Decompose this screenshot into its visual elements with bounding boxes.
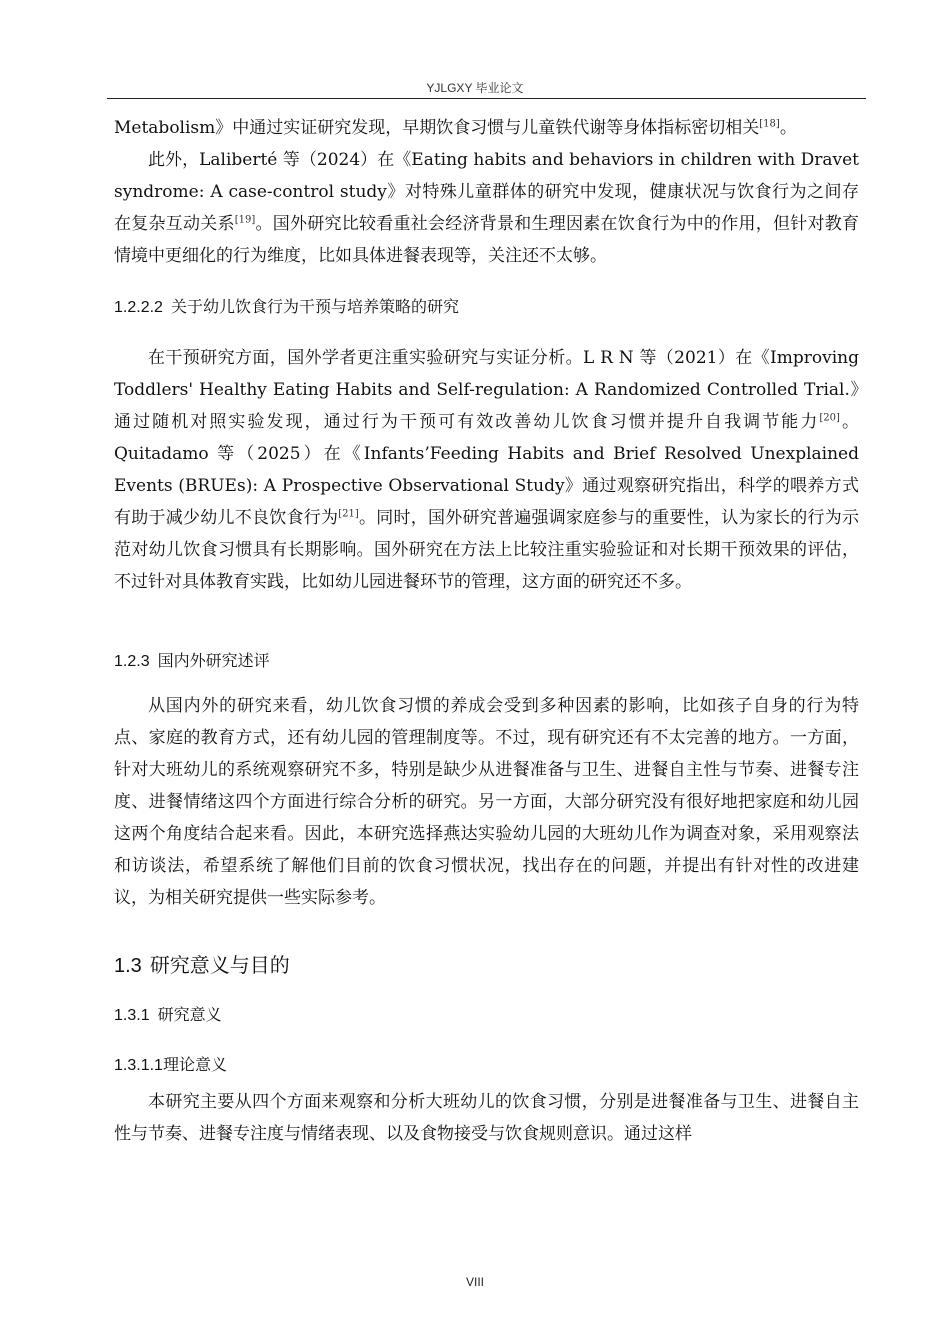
heading-number: 1.2.2.2 — [114, 299, 163, 316]
header-rule — [107, 98, 866, 99]
paragraph-tail: 。 — [779, 118, 797, 138]
paragraph-tail: 。同时，国外研究普遍强调家庭参与的重要性，认为家长的行为示范对幼儿饮食习惯具有长期影响。国外研究在方法上比较注重实验验证和对长期干预效果的评估，不过针对具体教育实践，比如幼儿园进餐环节的管理，这方面的研究还不多。 — [114, 508, 860, 592]
paragraph-text: Metabolism》中通过实证研究发现，早期饮食习惯与儿童铁代谢等身体指标密切相关 — [114, 118, 760, 138]
paragraph-text: 本研究主要从四个方面来观察和分析大班幼儿的饮食习惯，分别是进餐准备与卫生、进餐自主性与节奏、进餐专注度与情绪表现、以及食物接受与饮食规则意识。通过这样 — [114, 1092, 859, 1144]
paragraph-continued — [114, 112, 859, 144]
heading-number: 1.3.1 — [114, 1007, 150, 1024]
heading-1-2-2-2 — [114, 296, 859, 320]
paragraph-text-mid: 。Quitadamo 等（2025）在《Infants’Feeding Habits and Brief Resolved Unexplained Events (BRUEs): A Prospective Observational Study》通过观察研究指出，科学的喂养方式有助于减少幼儿不良饮食行为 — [114, 412, 860, 528]
citation-21: [21] — [338, 508, 359, 520]
paragraph-review — [114, 690, 859, 914]
heading-title: 研究意义 — [157, 1007, 222, 1024]
heading-1-3-1-1 — [114, 1054, 859, 1078]
citation-18: [18] — [759, 118, 780, 130]
heading-1-2-3 — [114, 650, 859, 674]
citation-19: [19] — [234, 214, 256, 226]
heading-number: 1.2.3 — [114, 653, 150, 670]
heading-1-3 — [114, 952, 859, 980]
paragraph-theory — [114, 1086, 859, 1150]
paragraph-tail: 。国外研究比较看重社会经济背景和生理因素在饮食行为中的作用，但针对教育情境中更细化的行为维度，比如具体进餐表现等，关注还不太够。 — [114, 214, 860, 266]
citation-20: [20] — [819, 412, 840, 424]
paragraph-text: 在干预研究方面，国外学者更注重实验研究与实证分析。L R N 等（2021）在《Improving Toddlers' Healthy Eating Habits and Self-regulation: A Randomized Controlled Trial.》通过随机对照实验发现，通过行为干预可有效改善幼儿饮食习惯并提升自我调节能力 — [114, 348, 859, 432]
heading-number: 1.3 — [114, 955, 142, 977]
heading-title: 研究意义与目的 — [149, 955, 290, 977]
paragraph-text: 此外，Laliberté 等（2024）在《Eating habits and behaviors in children with Dravet syndrome: A case-control study》对特殊儿童群体的研究中发现，健康状况与饮食行为之间存在复杂互动关系 — [114, 150, 859, 234]
heading-title: 理论意义 — [162, 1057, 227, 1074]
heading-number: 1.3.1.1 — [114, 1057, 163, 1074]
heading-title: 关于幼儿饮食行为干预与培养策略的研究 — [170, 299, 459, 316]
heading-title: 国内外研究述评 — [157, 653, 270, 670]
paragraph-intervention — [114, 342, 859, 598]
paragraph-laliberte — [114, 144, 859, 272]
page-number: VIII — [465, 1275, 484, 1289]
heading-1-3-1 — [114, 1004, 859, 1028]
running-header: YJLGXY 毕业论文 — [426, 81, 524, 95]
paragraph-text: 从国内外的研究来看，幼儿饮食习惯的养成会受到多种因素的影响，比如孩子自身的行为特点、家庭的教育方式，还有幼儿园的管理制度等。不过，现有研究还有不太完善的地方。一方面，针对大班幼儿的系统观察研究不多，特别是缺少从进餐准备与卫生、进餐自主性与节奏、进餐专注度、进餐情绪这四个方面进行综合分析的研究。另一方面，大部分研究没有很好地把家庭和幼儿园这两个角度结合起来看。因此，本研究选择燕达实验幼儿园的大班幼儿作为调查对象，采用观察法和访谈法，希望系统了解他们目前的饮食习惯状况，找出存在的问题，并提出有针对性的改进建议，为相关研究提供一些实际参考。 — [114, 696, 859, 908]
page-body — [114, 112, 859, 1150]
